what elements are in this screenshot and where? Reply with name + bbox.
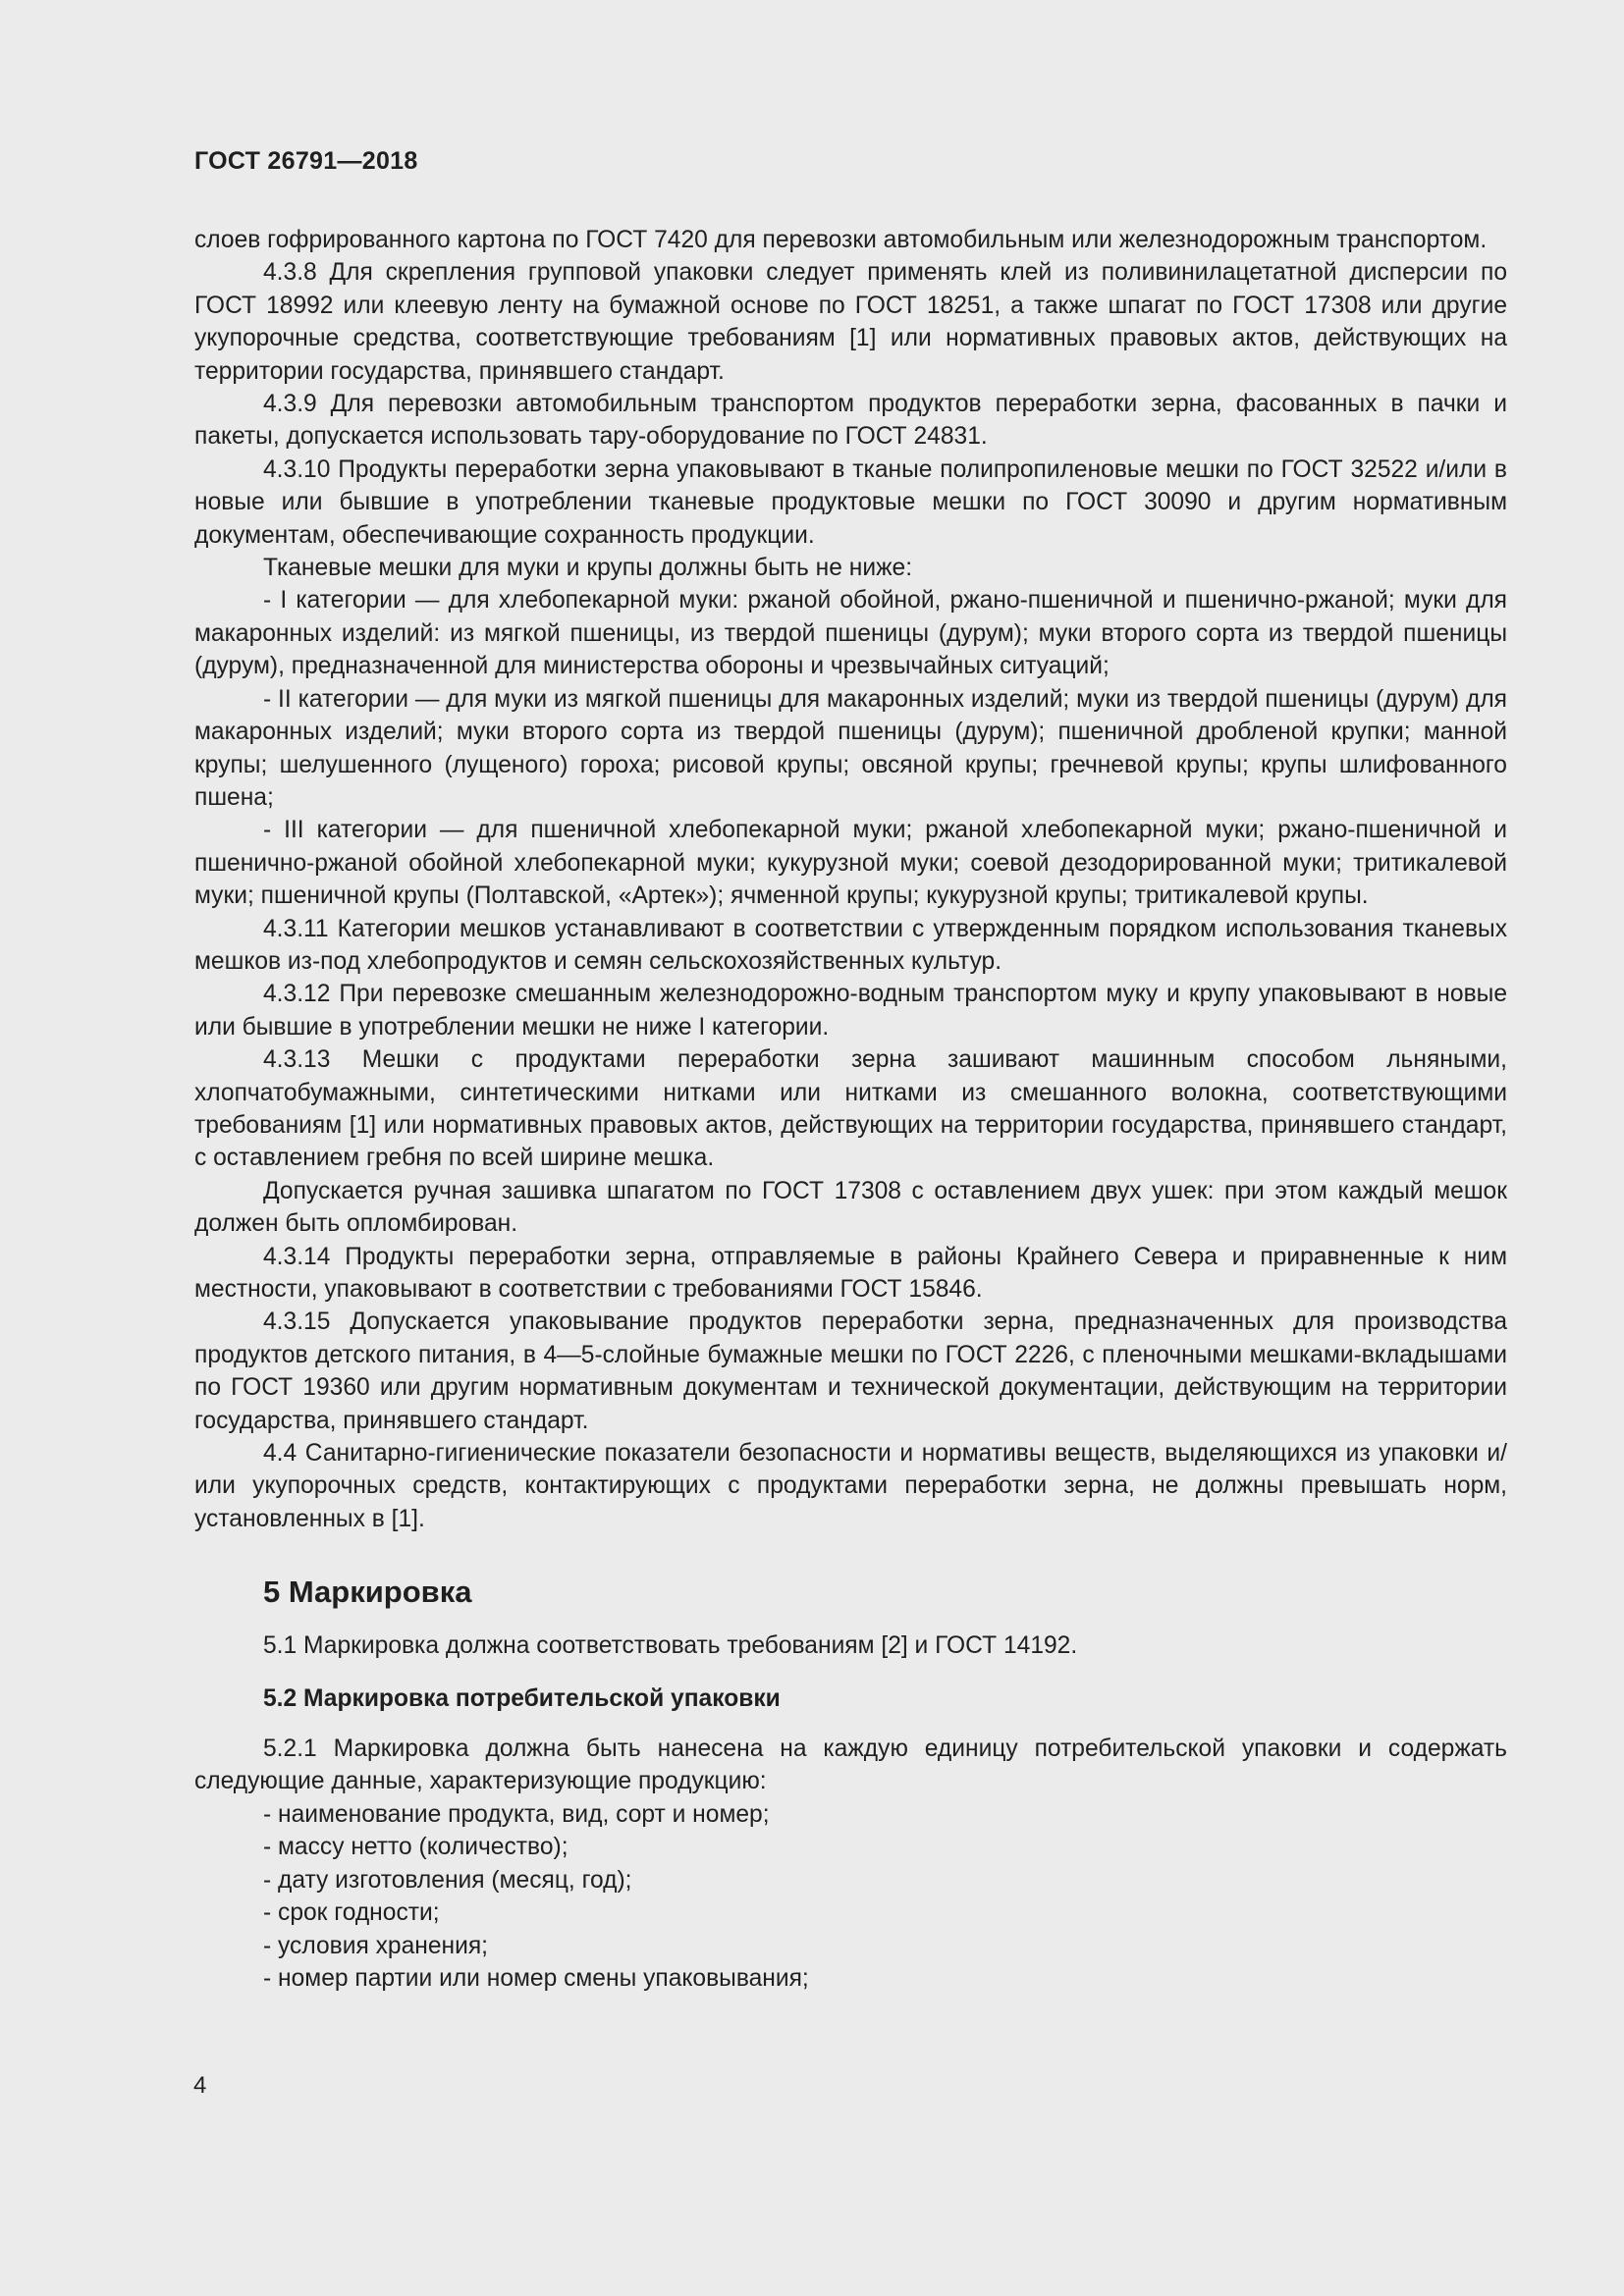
paragraph-4-3-8: 4.3.8 Для скрепления групповой упаковки следует применять клей из поливинилацетатной дисперсии по ГОСТ 18992 или клеевую ленту на бумажной основе по ГОСТ 18251, а также шпагат по ГОСТ 17308 или другие укупорочные средства, соответствующие требованиям [1] или нормативных правовых актов, действующих на территории государства, принявшего стандарт.	[194, 259, 1507, 385]
document-code-header: ГОСТ 26791—2018	[194, 147, 418, 175]
paragraph-4-4: 4.4 Санитарно-гигиенические показатели безопасности и нормативы веществ, выделяющихся из упаковки и/или укупорочных средств, контактирующих с продуктами переработки зерна, не должны превышать норм, установленных в [1].	[194, 1440, 1507, 1532]
page-number: 4	[193, 2072, 207, 2099]
paragraph-continuation: слоев гофрированного картона по ГОСТ 7420 для перевозки автомобильным или железнодорожным транспортом.	[194, 227, 1488, 253]
section-heading-5: 5 Маркировка	[263, 1575, 472, 1610]
paragraph-4-3-10: 4.3.10 Продукты переработки зерна упаковывают в тканые полипропиленовые мешки по ГОСТ 32522 и/или в новые или бывшие в употреблении тканевые продуктовые мешки по ГОСТ 30090 и другим нормативным документам, обеспечивающие сохранность продукции.	[194, 455, 1507, 549]
paragraph-5-1: 5.1 Маркировка должна соответствовать требованиям [2] и ГОСТ 14192.	[263, 1632, 1078, 1660]
page-body	[194, 224, 1507, 1995]
list-item: - номер партии или номер смены упаковывания;	[263, 1964, 809, 1992]
list-item: - условия хранения;	[263, 1932, 488, 1959]
paragraph-4-3-11: 4.3.11 Категории мешков устанавливают в соответствии с утвержденным порядком использования тканевых мешков из-под хлебопродуктов и семян сельскохозяйственных культур.	[194, 915, 1507, 975]
paragraph-4-3-15: 4.3.15 Допускается упаковывание продуктов переработки зерна, предназначенных для производства продуктов детского питания, в 4—5-слойные бумажные мешки по ГОСТ 2226, с пленочными мешками-вкладышами по ГОСТ 19360 или другим нормативным документам и технической документации, действующим на территории государства, принявшего стандарт.	[194, 1308, 1507, 1434]
paragraph-category-2: - II категории — для муки из мягкой пшеницы для макаронных изделий; муки из твердой пшеницы (дурум) для макаронных изделий; муки второго сорта из твердой пшеницы (дурум); пшеничной дробленой крупки; манной крупы; шелушенного (лущеного) гороха; рисовой крупы; овсяной крупы; гречневой крупы; крупы шлифованного пшена;	[194, 685, 1507, 811]
list-item: - дату изготовления (месяц, год);	[263, 1866, 632, 1894]
paragraph-category-3: - III категории — для пшеничной хлебопекарной муки; ржаной хлебопекарной муки; ржано-пшеничной и пшенично-ржаной обойной хлебопекарной муки; кукурузной муки; соевой дезодорированной муки; тритикалевой муки; пшеничной крупы (Полтавской, «Артек»); ячменной крупы; кукурузной крупы; тритикалевой крупы.	[194, 817, 1507, 910]
list-item: - срок годности;	[263, 1899, 440, 1927]
subsection-heading-5-2: 5.2 Маркировка потребительской упаковки	[263, 1684, 781, 1712]
paragraph-category-1: - I категории — для хлебопекарной муки: ржаной обойной, ржано-пшеничной и пшенично-ржаной; муки для макаронных изделий: из мягкой пшеницы, из твердой пшеницы (дурум); муки второго сорта из твердой пшеницы (дурум), предназначенной для министерства обороны и чрезвычайных ситуаций;	[194, 587, 1507, 680]
paragraph-4-3-13: 4.3.13 Мешки с продуктами переработки зерна зашивают машинным способом льняными, хлопчатобумажными, синтетическими нитками или нитками из смешанного волокна, соответствующими требованиям [1] или нормативных правовых актов, действующих на территории государства, принявшего стандарт, с оставлением гребня по всей ширине мешка.	[194, 1046, 1507, 1172]
list-item: - массу нетто (количество);	[263, 1834, 568, 1861]
paragraph-4-3-12: 4.3.12 При перевозке смешанным железнодорожно-водным транспортом муку и крупу упаковывают в новые или бывшие в употреблении мешки не ниже I категории.	[194, 981, 1507, 1041]
list-item: - наименование продукта, вид, сорт и номер;	[263, 1800, 770, 1828]
paragraph-fabric-bags: Тканевые мешки для муки и крупы должны быть не ниже:	[263, 555, 913, 582]
paragraph-manual-stitching: Допускается ручная зашивка шпагатом по ГОСТ 17308 с оставлением двух ушек: при этом каждый мешок должен быть опломбирован.	[194, 1177, 1507, 1238]
paragraph-5-2-1: 5.2.1 Маркировка должна быть нанесена на каждую единицу потребительской упаковки и содержать следующие данные, характеризующие продукцию:	[194, 1735, 1507, 1795]
paragraph-4-3-9: 4.3.9 Для перевозки автомобильным транспортом продуктов переработки зерна, фасованных в пачки и пакеты, допускается использовать тару-оборудование по ГОСТ 24831.	[194, 391, 1507, 451]
paragraph-4-3-14: 4.3.14 Продукты переработки зерна, отправляемые в районы Крайнего Севера и приравненные к ним местности, упаковывают в соответствии с требованиями ГОСТ 15846.	[194, 1243, 1507, 1303]
